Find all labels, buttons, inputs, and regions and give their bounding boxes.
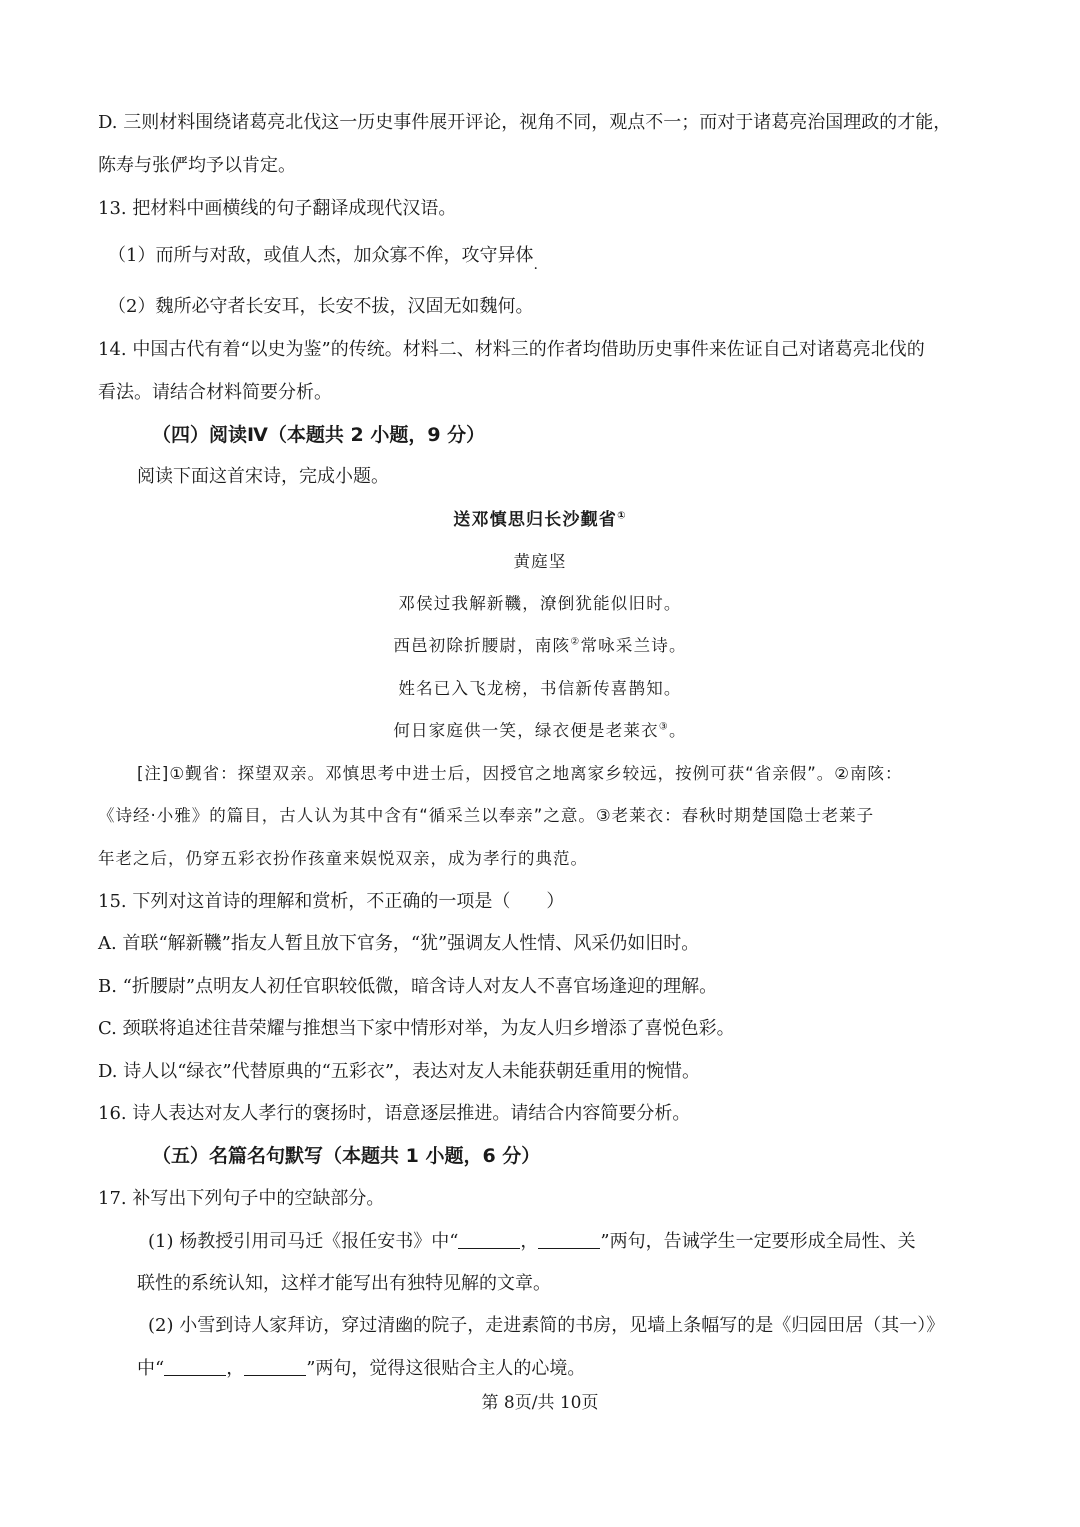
poem-title-note-mark: ① bbox=[617, 510, 627, 522]
poem-notes-line-3: 年老之后，仍穿五彩衣扮作孩童来娱悦双亲，成为孝行的典范。 bbox=[98, 849, 588, 868]
poem-line-4-text: 何日家庭供一笑，绿衣便是老莱衣 bbox=[393, 721, 659, 740]
section-4-intro: 阅读下面这首宋诗，完成小题。 bbox=[137, 466, 389, 487]
poem-line-4-note-mark: ③ bbox=[658, 721, 669, 733]
poem-line-1: 邓侯过我解新鞿，潦倒犹能似旧时。 bbox=[398, 594, 682, 613]
question-15: 15. 下列对这首诗的理解和赏析，不正确的一项是（ ） bbox=[98, 891, 565, 912]
poem-line-2 bbox=[0, 638, 1080, 655]
q17-p1-sep: ， bbox=[520, 1231, 539, 1252]
fill-blank-3[interactable] bbox=[164, 1374, 226, 1376]
poem-line-2a: 西邑初除折腰尉，南陔 bbox=[393, 636, 571, 655]
option-d-line-1: D. 三则材料围绕诸葛亮北伐这一历史事件展开评论，视角不同，观点不一；而对于诸葛亮治国理政的才能， bbox=[98, 112, 952, 133]
poem-notes-line-1: [注]①觐省：探望双亲。邓慎思考中进士后，因授官之地离家乡较远，按例可获“省亲假”。②南陔： bbox=[137, 764, 903, 783]
question-15-option-d: D. 诗人以“绿衣”代替原典的“五彩衣”，表达对友人未能获朝廷重用的惋惜。 bbox=[98, 1061, 701, 1082]
question-14-line-1: 14. 中国古代有着“以史为鉴”的传统。材料二、材料三的作者均借助历史事件来佐证自己对诸葛亮北伐的 bbox=[98, 339, 925, 360]
q17-p2-lead: 中“ bbox=[137, 1358, 165, 1379]
question-17-part-2-line-1: (2) 小雪到诗人家拜访，穿过清幽的院子，走进素简的书房，见墙上条幅写的是《归园田居（其一）》 bbox=[148, 1315, 945, 1336]
question-17-part-2-line-2 bbox=[137, 1360, 585, 1378]
q17-p2-sep: ， bbox=[226, 1358, 245, 1379]
q17-p1-lead: (1) 杨教授引用司马迁《报任安书》中“ bbox=[148, 1231, 459, 1252]
fill-blank-1[interactable] bbox=[458, 1247, 520, 1249]
q13-part1-mark: . bbox=[533, 257, 538, 273]
q13-part1-text: （1）而所与对敌，或值人杰，加众寡不侔，攻守异体 bbox=[108, 245, 534, 266]
section-4-title: （四）阅读Ⅳ（本题共 2 小题，9 分） bbox=[152, 424, 486, 446]
question-17-part-1-line-1 bbox=[148, 1233, 916, 1251]
poem-title bbox=[0, 512, 1080, 529]
question-13: 13. 把材料中画横线的句子翻译成现代汉语。 bbox=[98, 198, 457, 219]
question-15-option-a: A. 首联“解新鞿”指友人暂且放下官务，“犹”强调友人性情、风采仍如旧时。 bbox=[98, 933, 700, 954]
poem-author: 黄庭坚 bbox=[513, 552, 567, 571]
section-5-title: （五）名篇名句默写（本题共 1 小题，6 分） bbox=[152, 1145, 541, 1167]
question-15-option-c: C. 颈联将追述往昔荣耀与推想当下家中情形对举，为友人归乡增添了喜悦色彩。 bbox=[98, 1018, 735, 1039]
question-13-part-1 bbox=[108, 247, 538, 272]
poem-line-2-note-mark: ② bbox=[570, 636, 581, 648]
fill-blank-2[interactable] bbox=[538, 1247, 600, 1249]
q17-p2-tail: ”两句，觉得这很贴合主人的心境。 bbox=[306, 1358, 586, 1379]
question-16: 16. 诗人表达对友人孝行的褒扬时，语意逐层推进。请结合内容简要分析。 bbox=[98, 1103, 691, 1124]
question-15-option-b: B. “折腰尉”点明友人初任官职较低微，暗含诗人对友人不喜官场逢迎的理解。 bbox=[98, 976, 718, 997]
poem-line-4 bbox=[0, 723, 1080, 740]
page-number-footer: 第 8页/共 10页 bbox=[481, 1393, 599, 1413]
question-17-part-1-line-2: 联性的系统认知，这样才能写出有独特见解的文章。 bbox=[137, 1273, 551, 1294]
q17-p1-tail: ”两句，告诫学生一定要形成全局性、关 bbox=[600, 1231, 916, 1252]
poem-notes-line-2: 《诗经·小雅》的篇目，古人认为其中含有“循采兰以奉亲”之意。③老莱衣：春秋时期楚国隐士老莱子 bbox=[98, 806, 875, 825]
poem-line-2b: 常咏采兰诗。 bbox=[580, 636, 687, 655]
poem-line-3: 姓名已入飞龙榜，书信新传喜鹊知。 bbox=[398, 679, 682, 698]
option-d-line-2: 陈寿与张俨均予以肯定。 bbox=[98, 155, 296, 176]
poem-title-text: 送邓慎思归长沙觐省 bbox=[453, 510, 618, 530]
question-14-line-2: 看法。请结合材料简要分析。 bbox=[98, 382, 332, 403]
question-13-part-2: （2）魏所必守者长安耳，长安不拔，汉固无如魏何。 bbox=[108, 296, 534, 317]
fill-blank-4[interactable] bbox=[244, 1374, 306, 1376]
question-17: 17. 补写出下列句子中的空缺部分。 bbox=[98, 1188, 385, 1209]
poem-line-4-end: 。 bbox=[668, 721, 687, 740]
